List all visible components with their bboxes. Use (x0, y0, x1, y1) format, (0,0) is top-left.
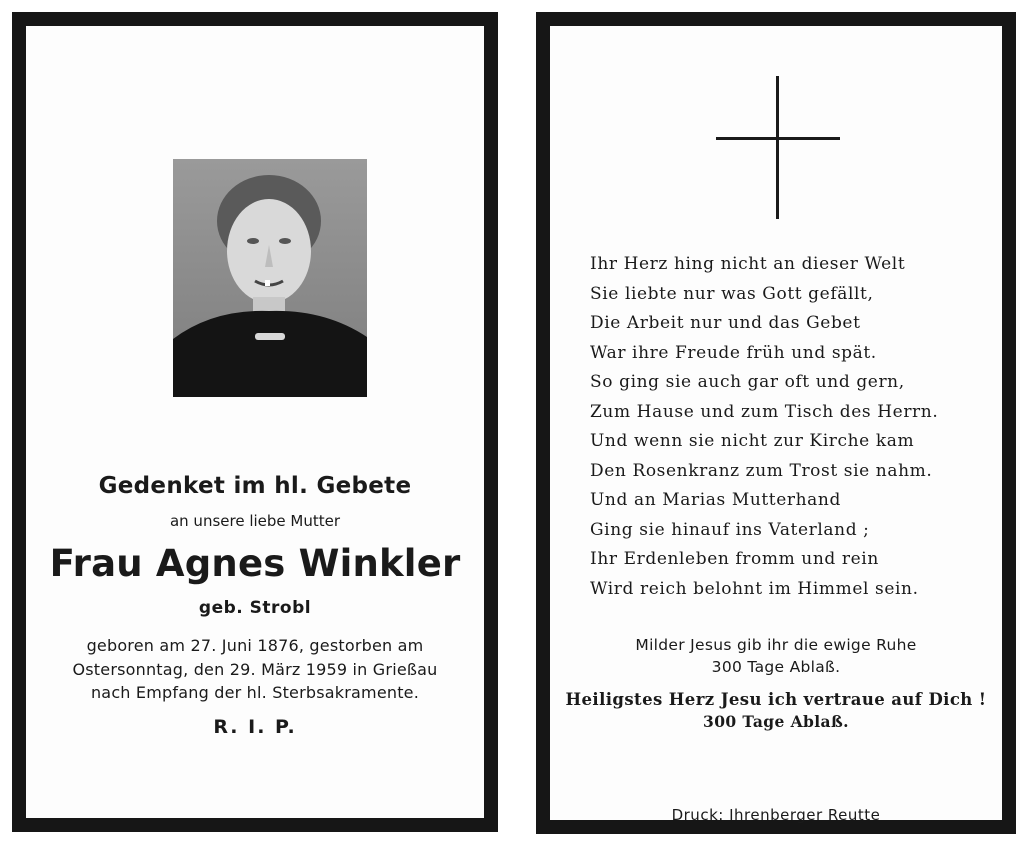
bio-line: nach Empfang der hl. Sterbsakramente. (90, 683, 420, 702)
memorial-card-front (12, 12, 498, 832)
indulgence-text: 300 Tage Ablaß. (711, 658, 841, 676)
cross-icon-bar (716, 137, 840, 140)
poem-line: Und an Marias Mutterhand (590, 490, 841, 510)
prayer-text-bold: Heiligstes Herz Jesu ich vertraue auf Dich ! (565, 690, 987, 709)
poem-line: Ihr Erdenleben fromm und rein (590, 549, 879, 569)
indulgence-text-bold: 300 Tage Ablaß. (703, 712, 849, 731)
prayer-text: Milder Jesus gib ihr die ewige Ruhe (635, 636, 917, 654)
poem-line: Sie liebte nur was Gott gefällt, (590, 283, 874, 304)
poem-line: Den Rosenkranz zum Trost sie nahm. (590, 460, 933, 481)
poem-line: Die Arbeit nur und das Gebet (590, 313, 861, 333)
rip-text: R. I. P. (213, 716, 297, 738)
poem-line: Ihr Herz hing nicht an dieser Welt (590, 254, 906, 274)
poem-line: So ging sie auch gar oft und gern, (590, 372, 905, 392)
poem-line: Und wenn sie nicht zur Kirche kam (590, 431, 915, 451)
deceased-name: Frau Agnes Winkler (49, 542, 461, 585)
maiden-name: geb. Strobl (198, 598, 312, 618)
memorial-poem (590, 254, 1000, 608)
poem-line: Zum Hause und zum Tisch des Herrn. (590, 401, 939, 422)
memorial-heading: Gedenket im hl. Gebete (98, 473, 412, 499)
printer-credit: Druck: Ihrenberger Reutte (671, 806, 881, 824)
poem-line: Ging sie hinauf ins Vaterland ; (590, 519, 870, 540)
memorial-card-back (536, 12, 1016, 834)
memorial-subheading: an unsere liebe Mutter (169, 512, 341, 530)
poem-line: Wird reich belohnt im Himmel sein. (590, 578, 919, 599)
bio-line: Ostersonntag, den 29. März 1959 in Grießau (72, 660, 438, 679)
cross-icon (776, 76, 779, 219)
portrait-photo (173, 159, 367, 397)
poem-line: War ihre Freude früh und spät. (590, 342, 877, 363)
bio-line: geboren am 27. Juni 1876, gestorben am (86, 636, 424, 655)
